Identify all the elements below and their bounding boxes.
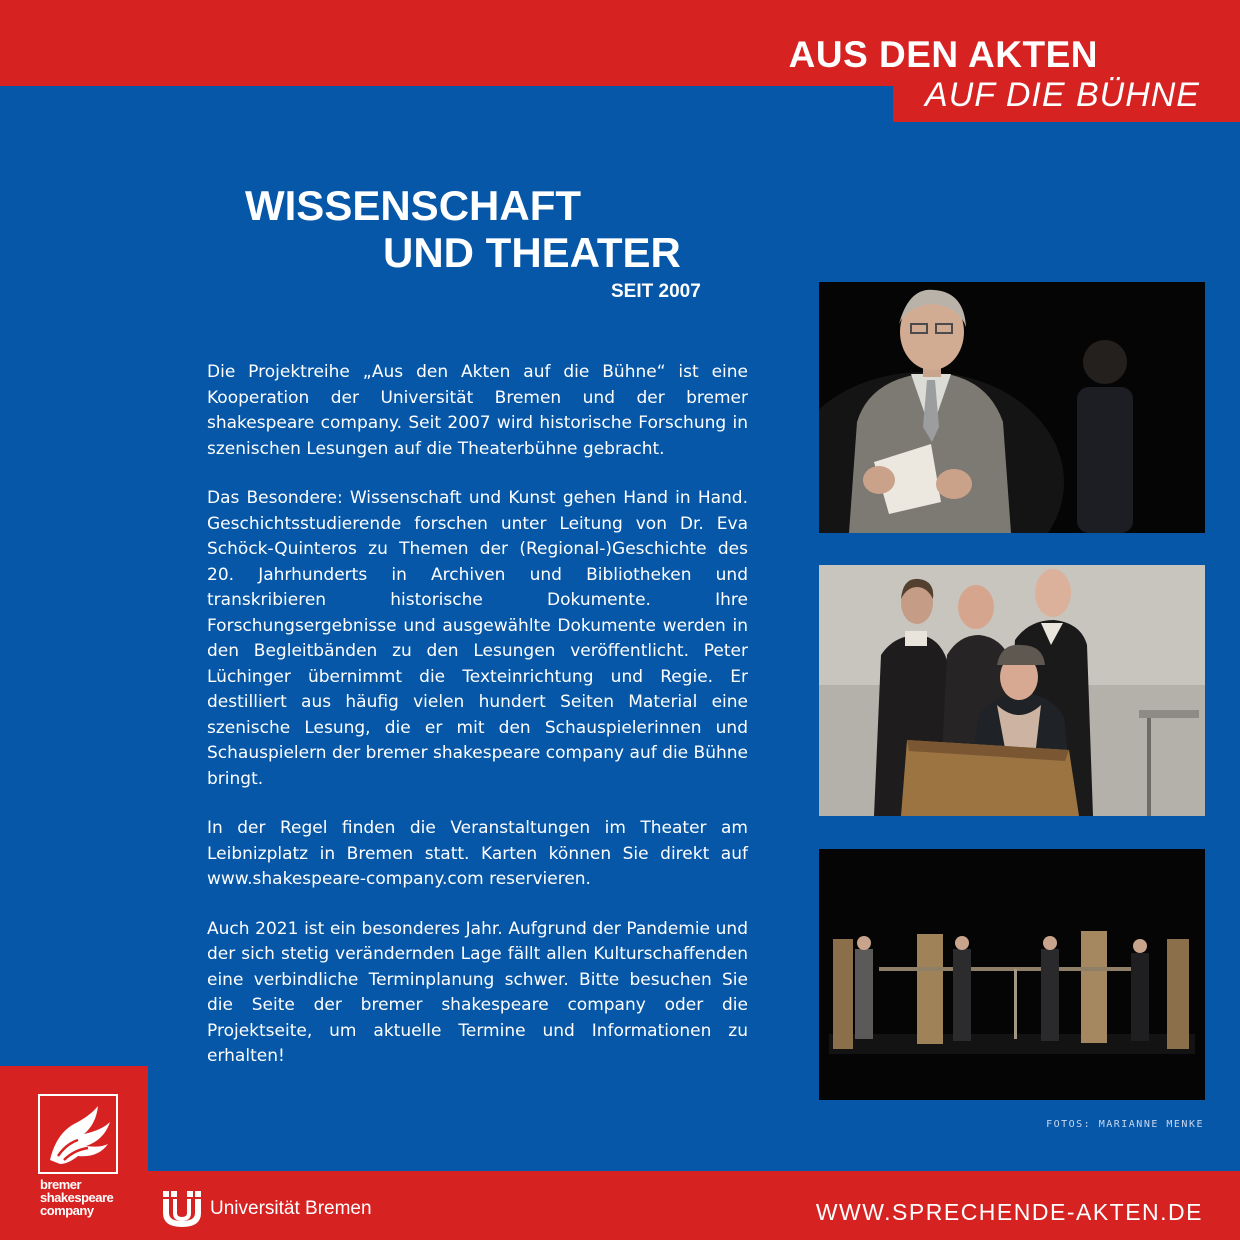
universitaet-bremen-emblem-icon [160, 1189, 204, 1229]
series-title: AUS DEN AKTEN [788, 34, 1098, 75]
bsc-emblem-icon [38, 1094, 118, 1174]
bsc-name-line-2: shakespeare [40, 1190, 114, 1205]
universitaet-bremen-logo [160, 1189, 372, 1229]
bremer-shakespeare-company-logo [0, 1066, 148, 1240]
bsc-name-line-3: company [40, 1203, 94, 1218]
body-text [207, 360, 748, 1094]
series-subtitle: AUF DIE BÜHNE [925, 76, 1200, 114]
headline-line-1: WISSENSCHAFT [245, 182, 581, 229]
photo-credit: FOTOS: MARIANNE MENKE [1046, 1119, 1204, 1130]
paragraph-special: Das Besondere: Wissenschaft und Kunst gehen Hand in Hand. Geschichtsstudierende forschen unter Leitung von Dr. Eva Schöck-Quinteros zu Themen der (Regional-)Geschichte des 20. Jahrhunderts in Archiven und Bibliotheken und transkribieren historische Dokumente. Ihre Forschungsergebnisse und ausgewählte Dokumente werden in den Begleitbänden zu den Lesungen veröffentlicht. Peter Lüchinger übernimmt die Texteinrichtung und Regie. Er destilliert aus häufig vielen hundert Seiten Material eine szenische Lesung, die er mit den Schauspielerinnen und Schauspielern der bremer shakespeare company auf die Bühne bringt. [207, 488, 748, 789]
stage-photo-wide [819, 849, 1205, 1100]
since-label: SEIT 2007 [611, 281, 701, 302]
paragraph-venue: In der Regel finden die Veranstaltungen im Theater am Leibnizplatz in Bremen statt. Karten können Sie direkt auf www.shakespeare-company.com reservieren. [207, 818, 748, 889]
university-name: Universität Bremen [210, 1198, 372, 1219]
bsc-name-line-1: bremer [40, 1177, 82, 1192]
stage-photo-speaker [819, 282, 1205, 533]
paragraph-2021: Auch 2021 ist ein besonderes Jahr. Aufgrund der Pandemie und der sich stetig verändernden Lage fällt allen Kulturschaffenden eine verbindliche Terminplanung schwer. Bitte besuchen Sie die Seite der bremer shakespeare company oder die Projektseite, um aktuelle Termine und Informationen zu erhalten! [207, 918, 748, 1066]
stage-photo-ensemble [819, 565, 1205, 816]
paragraph-intro: Die Projektreihe „Aus den Akten auf die Bühne“ ist eine Kooperation der Universität Bremen und der bremer shakespeare company. Seit 2007 wird historische Forschung in szenischen Lesungen auf die Theaterbühne gebracht. [207, 362, 748, 459]
website-link[interactable]: WWW.SPRECHENDE-AKTEN.DE [815, 1199, 1203, 1225]
headline-line-2: UND THEATER [383, 229, 681, 276]
